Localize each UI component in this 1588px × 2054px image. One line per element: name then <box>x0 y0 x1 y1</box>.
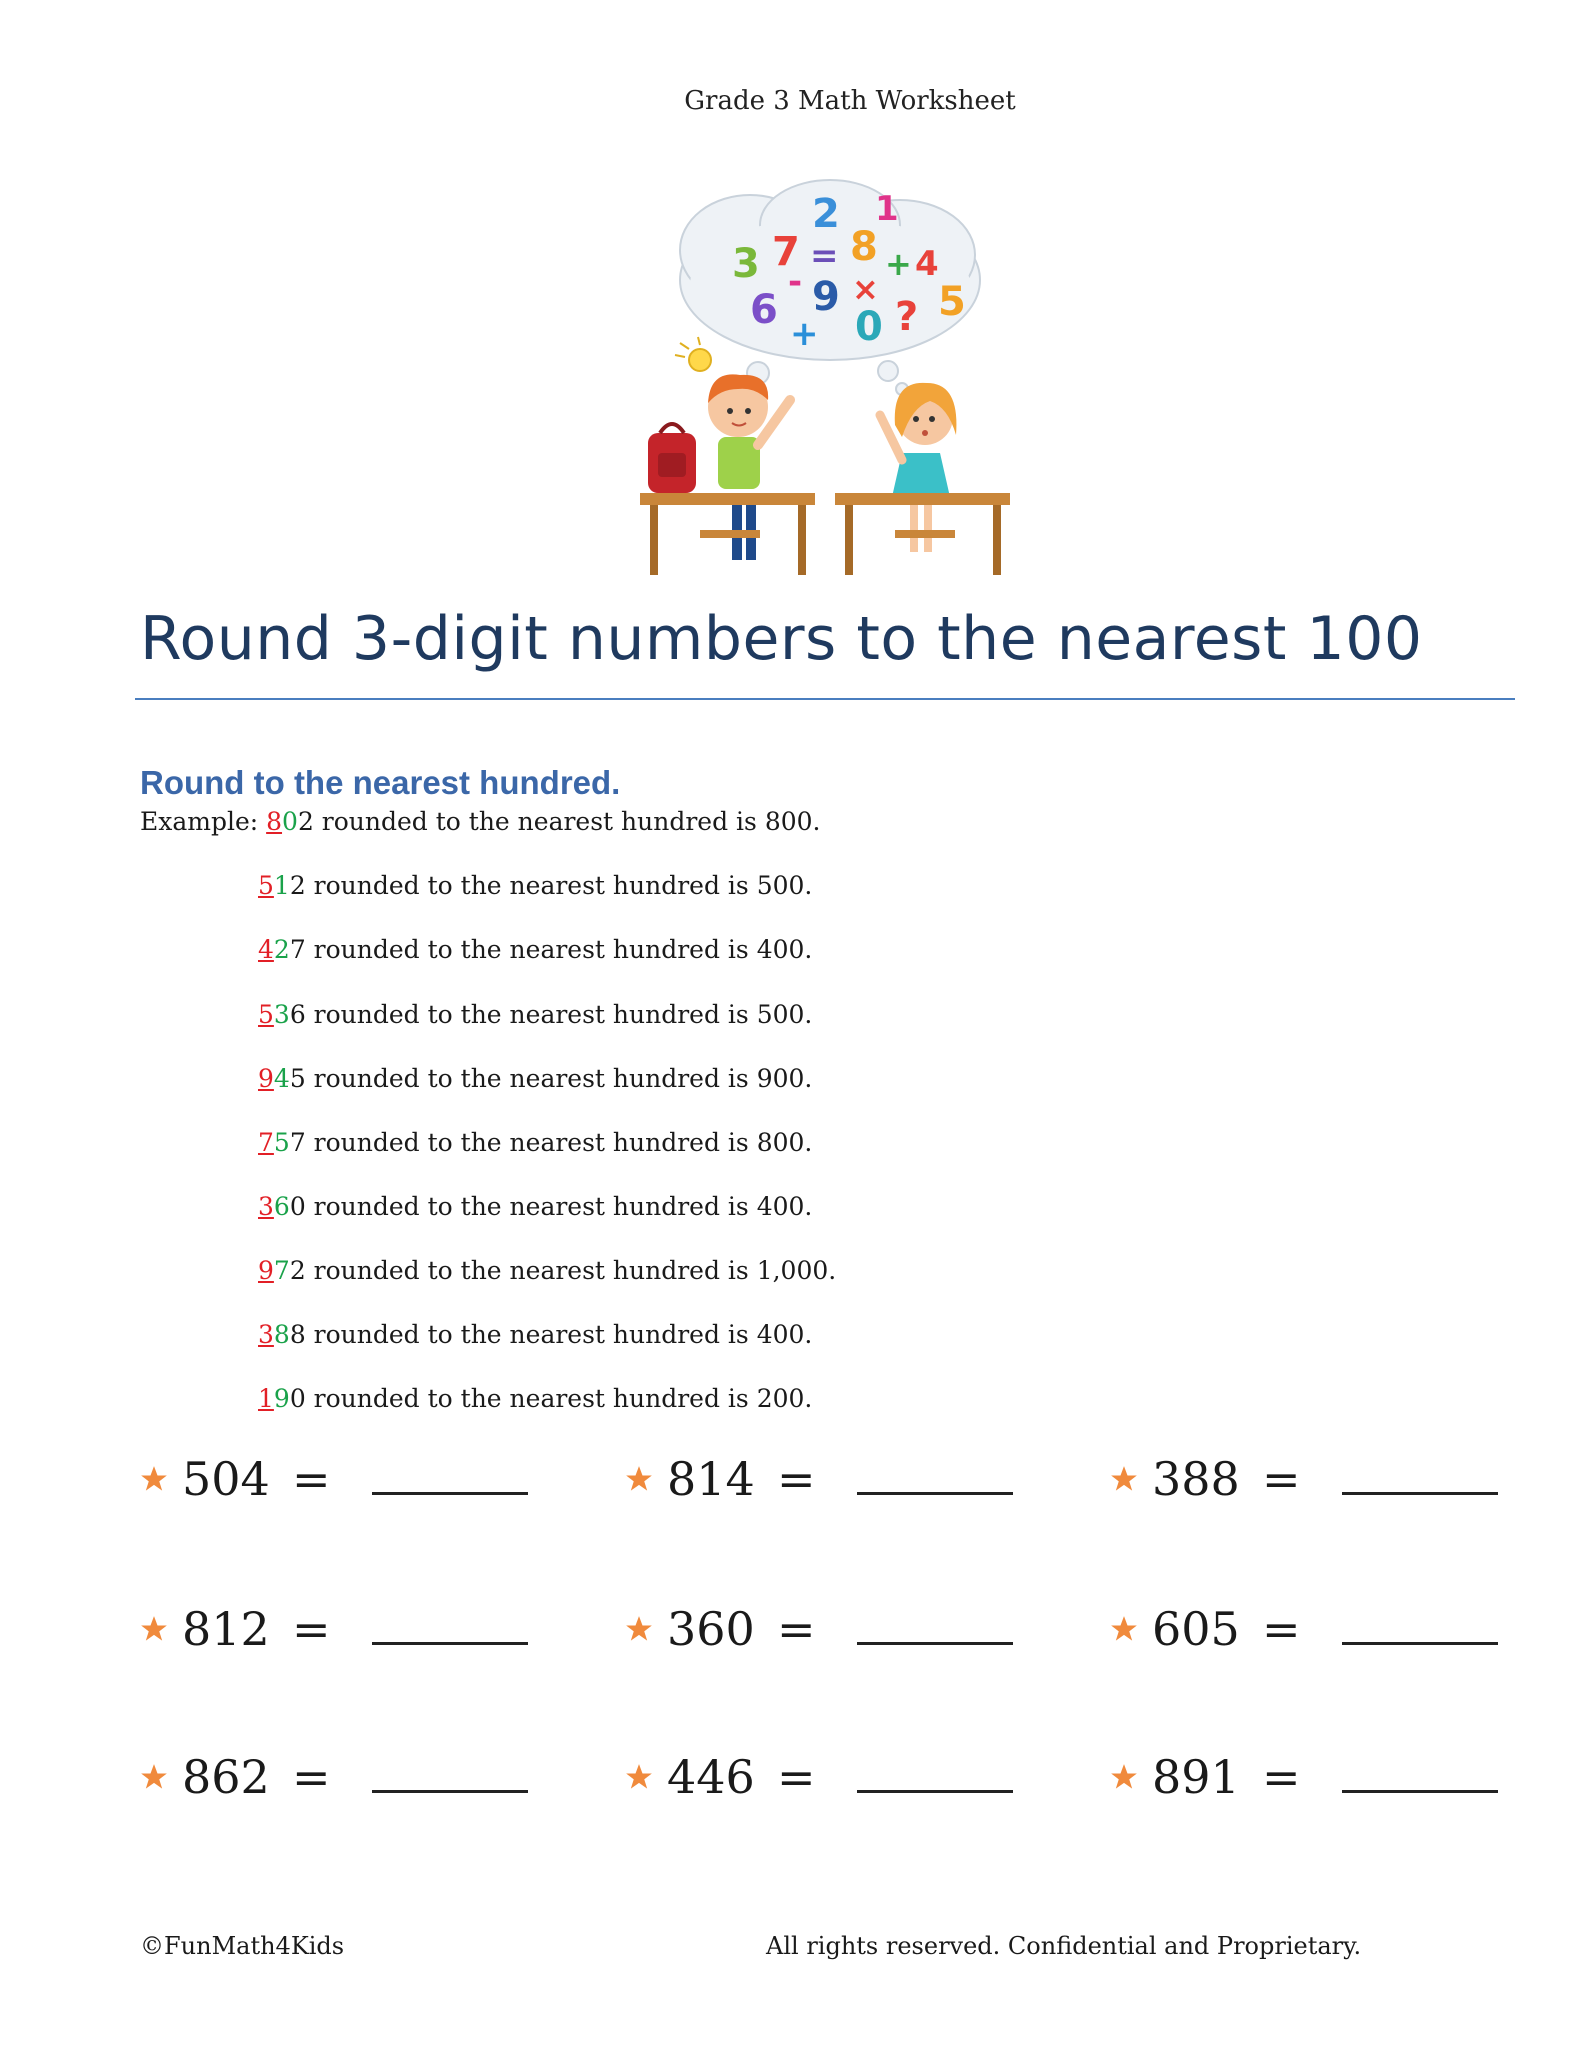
cloud-glyph: 0 <box>855 304 883 350</box>
cloud-glyph: 9 <box>812 274 840 320</box>
rounding-phrase: rounded to the nearest hundred is <box>305 871 757 900</box>
star-icon <box>140 1615 168 1643</box>
example-line <box>258 1320 812 1349</box>
tens-digit: 5 <box>273 1128 290 1157</box>
problem-number: 605 <box>1152 1602 1240 1656</box>
star-icon <box>625 1763 653 1791</box>
answer-blank[interactable] <box>857 1452 1013 1495</box>
ones-digit: 6 <box>289 1000 306 1029</box>
title-divider <box>135 698 1515 700</box>
problem-number: 388 <box>1152 1452 1240 1506</box>
answer-blank[interactable] <box>857 1750 1013 1793</box>
practice-problem <box>1110 1452 1498 1512</box>
practice-problem <box>140 1602 528 1662</box>
ones-digit: 2 <box>289 1256 306 1285</box>
example-line <box>258 1000 812 1029</box>
star-icon <box>1110 1465 1138 1493</box>
equals-sign: = <box>292 1602 331 1656</box>
practice-problem <box>625 1602 1013 1662</box>
cloud-glyph: ? <box>895 294 919 340</box>
hundreds-digit: 4 <box>258 935 274 964</box>
equals-sign: = <box>777 1750 816 1804</box>
problem-number: 814 <box>667 1452 755 1506</box>
answer-blank[interactable] <box>857 1602 1013 1645</box>
hundreds-digit: 3 <box>258 1192 274 1221</box>
answer-blank[interactable] <box>1342 1602 1498 1645</box>
rounding-phrase: rounded to the nearest hundred is <box>305 1000 757 1029</box>
cloud-glyph: 6 <box>750 287 778 333</box>
hundreds-digit: 5 <box>258 871 274 900</box>
cloud-glyph: 2 <box>812 191 840 237</box>
example-line <box>258 1064 812 1093</box>
example-label: Example: <box>140 807 267 836</box>
cloud-glyph: 4 <box>915 244 939 284</box>
equals-sign: = <box>777 1452 816 1506</box>
page-title: Round 3-digit numbers to the nearest 100 <box>140 604 1423 674</box>
equals-sign: = <box>1262 1602 1301 1656</box>
hundreds-digit: 7 <box>258 1128 274 1157</box>
star-icon <box>140 1763 168 1791</box>
cloud-glyph: + <box>885 245 912 283</box>
cloud-glyph: × <box>852 270 879 308</box>
star-icon <box>1110 1615 1138 1643</box>
tens-digit: 6 <box>273 1192 290 1221</box>
star-icon <box>625 1465 653 1493</box>
desks <box>640 493 1010 575</box>
rounding-phrase: rounded to the nearest hundred is <box>305 1128 757 1157</box>
ones-digit: 2 <box>297 807 314 836</box>
ones-digit: 0 <box>289 1192 306 1221</box>
cloud-glyph: 5 <box>938 279 966 325</box>
hundreds-digit: 3 <box>258 1320 274 1349</box>
equals-sign: = <box>292 1452 331 1506</box>
problem-number: 862 <box>182 1750 270 1804</box>
answer-blank[interactable] <box>1342 1452 1498 1495</box>
rights-footer: All rights reserved. Confidential and Proprietary. <box>766 1932 1362 1960</box>
tens-digit: 0 <box>282 807 298 836</box>
rounded-result: 500. <box>756 871 813 900</box>
cloud-glyph: 1 <box>875 189 899 229</box>
example-line <box>258 871 812 900</box>
copyright-footer: ©FunMath4Kids <box>140 1932 345 1960</box>
example-line <box>258 1192 812 1221</box>
ones-digit: 8 <box>289 1320 306 1349</box>
star-icon <box>140 1465 168 1493</box>
example-line <box>140 807 821 836</box>
rounded-result: 400. <box>756 1192 813 1221</box>
answer-blank[interactable] <box>372 1750 528 1793</box>
cloud-glyph: 7 <box>772 229 800 275</box>
answer-blank[interactable] <box>372 1452 528 1495</box>
practice-problem <box>625 1750 1013 1810</box>
example-line <box>258 1256 836 1285</box>
problem-number: 891 <box>1152 1750 1240 1804</box>
example-line <box>258 1128 812 1157</box>
cloud-glyph: + <box>790 314 819 354</box>
cloud-glyph: = <box>810 236 839 276</box>
rounding-phrase: rounded to the nearest hundred is <box>305 1320 757 1349</box>
problem-number: 504 <box>182 1452 270 1506</box>
rounding-phrase: rounded to the nearest hundred is <box>313 807 765 836</box>
problem-number: 446 <box>667 1750 755 1804</box>
star-icon <box>625 1615 653 1643</box>
problem-number: 360 <box>667 1602 755 1656</box>
ones-digit: 2 <box>289 871 306 900</box>
rounding-phrase: rounded to the nearest hundred is <box>305 935 757 964</box>
cloud-glyph: 3 <box>732 241 760 287</box>
rounded-result: 500. <box>756 1000 813 1029</box>
answer-blank[interactable] <box>1342 1750 1498 1793</box>
hundreds-digit: 5 <box>258 1000 274 1029</box>
tens-digit: 3 <box>273 1000 290 1029</box>
hundreds-digit: 8 <box>266 807 283 836</box>
kids-thinking-illustration <box>640 175 1020 575</box>
tens-digit: 7 <box>273 1256 290 1285</box>
practice-problem <box>140 1750 528 1810</box>
rounding-phrase: rounded to the nearest hundred is <box>305 1256 757 1285</box>
ones-digit: 7 <box>289 1128 306 1157</box>
cloud-glyph: 8 <box>850 224 878 270</box>
worksheet-header: Grade 3 Math Worksheet <box>684 86 1016 116</box>
equals-sign: = <box>1262 1750 1301 1804</box>
ones-digit: 7 <box>289 935 306 964</box>
practice-problem <box>1110 1750 1498 1810</box>
rounded-result: 900. <box>756 1064 813 1093</box>
tens-digit: 8 <box>273 1320 290 1349</box>
light-bulb-icon <box>675 337 711 371</box>
rounded-result: 200. <box>756 1384 813 1413</box>
problem-number: 812 <box>182 1602 270 1656</box>
tens-digit: 9 <box>273 1384 290 1413</box>
rounding-phrase: rounded to the nearest hundred is <box>305 1192 757 1221</box>
rounding-phrase: rounded to the nearest hundred is <box>305 1384 757 1413</box>
hundreds-digit: 1 <box>258 1384 274 1413</box>
backpack <box>648 424 696 493</box>
section-heading: Round to the nearest hundred. <box>140 764 621 801</box>
girl-figure <box>880 383 956 552</box>
tens-digit: 2 <box>273 935 290 964</box>
tens-digit: 4 <box>273 1064 290 1093</box>
star-icon <box>1110 1763 1138 1791</box>
tens-digit: 1 <box>273 871 290 900</box>
practice-problem <box>140 1452 528 1512</box>
hundreds-digit: 9 <box>258 1256 274 1285</box>
cloud-glyph: - <box>788 262 803 302</box>
example-line <box>258 1384 812 1413</box>
practice-problem <box>625 1452 1013 1512</box>
equals-sign: = <box>777 1602 816 1656</box>
ones-digit: 5 <box>289 1064 306 1093</box>
hundreds-digit: 9 <box>258 1064 274 1093</box>
ones-digit: 0 <box>289 1384 306 1413</box>
equals-sign: = <box>292 1750 331 1804</box>
answer-blank[interactable] <box>372 1602 528 1645</box>
practice-problem <box>1110 1602 1498 1662</box>
example-line <box>258 935 812 964</box>
equals-sign: = <box>1262 1452 1301 1506</box>
rounded-result: 400. <box>756 1320 813 1349</box>
rounded-result: 400. <box>756 935 813 964</box>
rounded-result: 800. <box>756 1128 813 1157</box>
rounded-result: 800. <box>764 807 821 836</box>
rounding-phrase: rounded to the nearest hundred is <box>305 1064 757 1093</box>
rounded-result: 1,000. <box>756 1256 837 1285</box>
